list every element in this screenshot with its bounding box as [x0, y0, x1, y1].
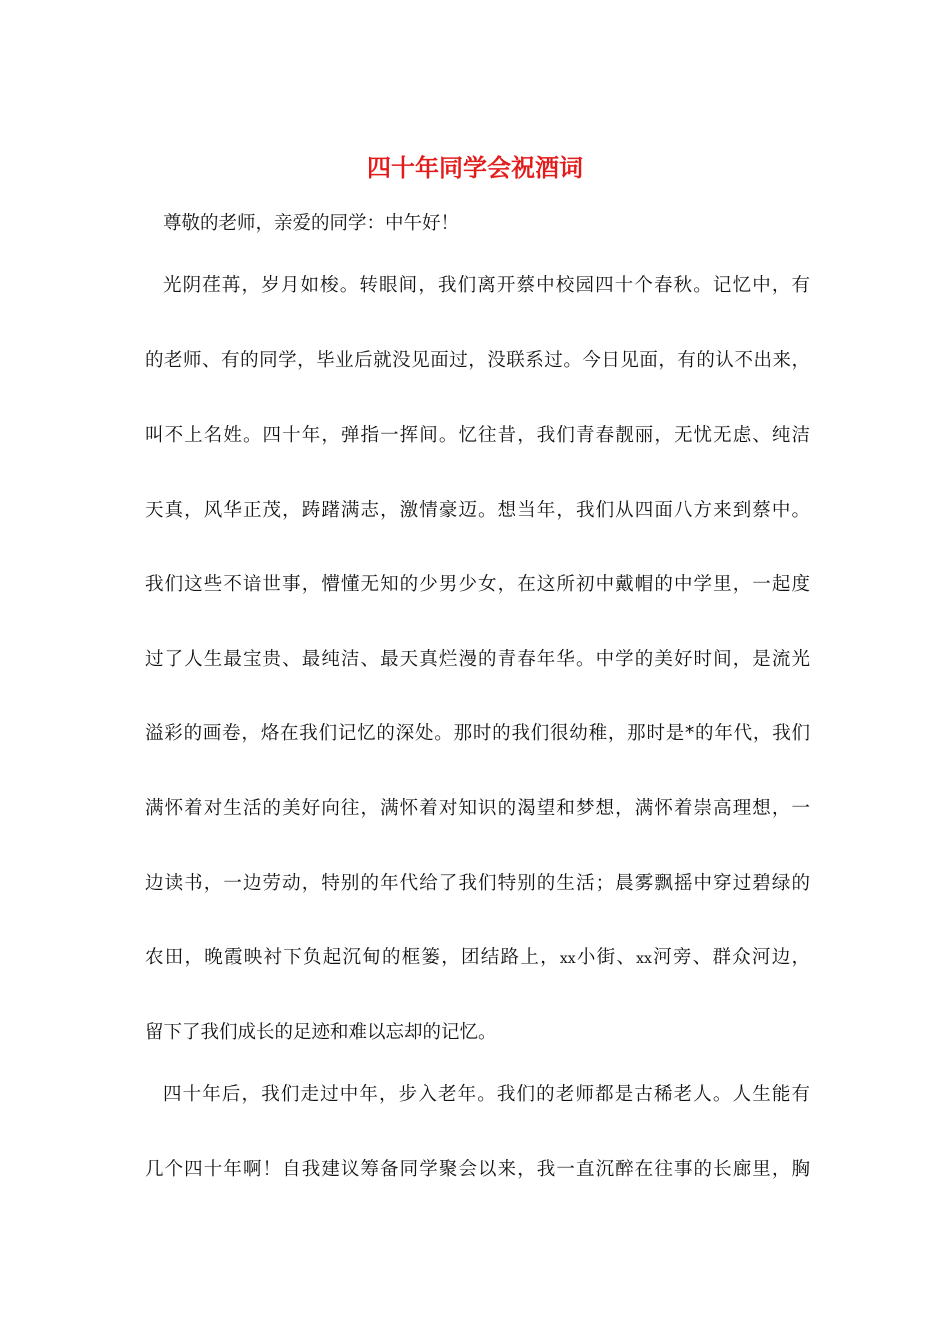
paragraph-line: 溢彩的画卷，烙在我们记忆的深处。那时的我们很幼稚，那时是*的年代，我们: [145, 723, 810, 744]
document-title: 四十年同学会祝酒词: [367, 153, 583, 182]
placeholder-xx: xx: [559, 951, 576, 967]
line-text: 河旁、群众河边，: [651, 947, 810, 968]
paragraph-line: 过了人生最宝贵、最纯洁、最天真烂漫的青春年华。中学的美好时间，是流光: [145, 649, 810, 670]
line-text: 小街、: [575, 947, 637, 968]
paragraph-line: [145, 943, 810, 974]
paragraph-line: 的老师、有的同学，毕业后就没见面过，没联系过。今日见面，有的认不出来，: [145, 350, 810, 371]
paragraph-line: 边读书，一边劳动，特别的年代给了我们特别的生活；晨雾飘摇中穿过碧绿的: [145, 873, 810, 894]
paragraph-line: 满怀着对生活的美好向往，满怀着对知识的渴望和梦想，满怀着崇高理想，一: [145, 798, 810, 819]
paragraph-line: 叫不上名姓。四十年，弹指一挥间。忆往昔，我们青春靓丽，无忧无虑、纯洁: [145, 425, 810, 446]
placeholder-xx: xx: [636, 951, 652, 967]
paragraph-line: 天真，风华正茂，踌躇满志，激情豪迈。想当年，我们从四面八方来到蔡中。: [145, 500, 810, 521]
line-text: 农田，晚霞映衬下负起沉甸的框篓，团结路上，: [145, 947, 560, 968]
paragraph-line: 几个四十年啊！自我建议筹备同学聚会以来，我一直沉醉在往事的长廊里，胸: [145, 1159, 810, 1180]
paragraph-last-line: 留下了我们成长的足迹和难以忘却的记忆。: [145, 1022, 497, 1043]
paragraph-line: 我们这些不谙世事，懵懂无知的少男少女，在这所初中戴帽的中学里，一起度: [145, 574, 810, 595]
paragraph-line: 四十年后，我们走过中年，步入老年。我们的老师都是古稀老人。人生能有: [163, 1084, 810, 1105]
paragraph-line: 光阴荏苒，岁月如梭。转眼间，我们离开蔡中校园四十个春秋。记忆中，有: [163, 275, 810, 296]
greeting-line: 尊敬的老师，亲爱的同学：中午好！: [163, 213, 460, 234]
